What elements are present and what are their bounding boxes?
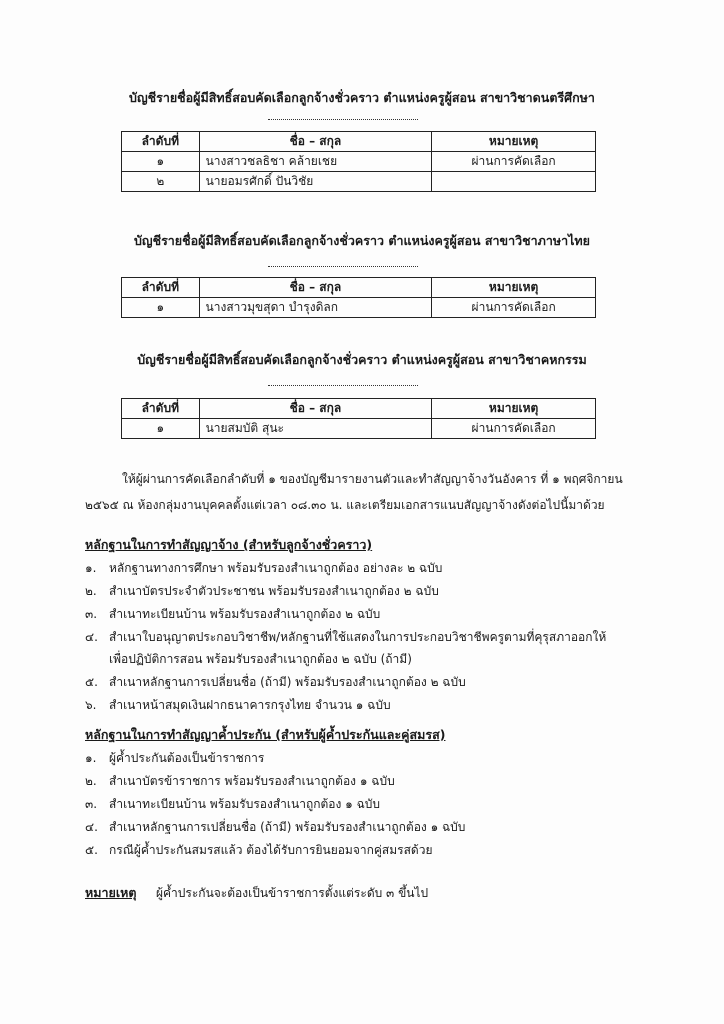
row-number: ๑ — [122, 419, 200, 439]
contract-docs-heading: หลักฐานในการทำสัญญาจ้าง (สำหรับลูกจ้างชั่วคราว) — [85, 537, 373, 552]
row-note: ผ่านการคัดเลือก — [432, 419, 596, 439]
list-item: ๓. สำเนาทะเบียนบ้าน พร้อมรับรองสำเนาถูกต้อง ๑ ฉบับ — [85, 797, 380, 811]
row-note: ผ่านการคัดเลือก — [432, 298, 596, 318]
table-header-row — [122, 132, 596, 152]
col-header-name: ชื่อ – สกุล — [199, 278, 432, 298]
section-title-music: บัญชีรายชื่อผู้มีสิทธิ์สอบคัดเลือกลูกจ้างชั่วคราว ตำแหน่งครูผู้สอน สาขาวิชาดนตรีศึกษา — [129, 90, 595, 105]
list-item-continuation: เพื่อปฏิบัติการสอน พร้อมรับรองสำเนาถูกต้อง ๒ ฉบับ (ถ้ามี) — [109, 652, 412, 666]
roster-table-music — [121, 131, 596, 192]
instruction-line-1: ให้ผู้ผ่านการคัดเลือกลำดับที่ ๑ ของบัญชีมารายงานตัวและทำสัญญาจ้างวันอังคาร ที่ ๑ พฤศจิกายน — [122, 472, 623, 486]
col-header-order: ลำดับที่ — [122, 278, 200, 298]
list-item: ๓. สำเนาทะเบียนบ้าน พร้อมรับรองสำเนาถูกต้อง ๒ ฉบับ — [85, 607, 381, 621]
list-item: ๕. กรณีผู้ค้ำประกันสมรสแล้ว ต้องได้รับการยินยอมจากคู่สมรสด้วย — [85, 843, 433, 857]
row-name: นางสาวมุขสุดา บำรุงดิลก — [199, 298, 432, 318]
row-number: ๑ — [122, 152, 200, 172]
list-item: ๔. สำเนาหลักฐานการเปลี่ยนชื่อ (ถ้ามี) พร้อมรับรองสำเนาถูกต้อง ๑ ฉบับ — [85, 820, 466, 834]
list-item: ๑. ผู้ค้ำประกันต้องเป็นข้าราชการ — [85, 751, 265, 765]
list-item: ๕. สำเนาหลักฐานการเปลี่ยนชื่อ (ถ้ามี) พร้อมรับรองสำเนาถูกต้อง ๒ ฉบับ — [85, 675, 466, 689]
col-header-order: ลำดับที่ — [122, 132, 200, 152]
dotted-separator — [268, 385, 418, 387]
table-row — [122, 298, 596, 318]
col-header-order: ลำดับที่ — [122, 399, 200, 419]
list-item: ๔. สำเนาใบอนุญาตประกอบวิชาชีพ/หลักฐานที่ใช้แสดงในการประกอบวิชาชีพครูตามที่คุรุสภาออกให้ — [85, 630, 607, 644]
col-header-note: หมายเหตุ — [432, 278, 596, 298]
row-note — [432, 172, 596, 192]
table-row — [122, 152, 596, 172]
dotted-separator — [268, 266, 418, 268]
col-header-name: ชื่อ – สกุล — [199, 399, 432, 419]
row-name: นายอมรศักดิ์ ปันวิชัย — [199, 172, 432, 192]
row-number: ๒ — [122, 172, 200, 192]
list-item: ๒. สำเนาบัตรข้าราชการ พร้อมรับรองสำเนาถูกต้อง ๑ ฉบับ — [85, 774, 395, 788]
roster-table-home-economics — [121, 398, 596, 439]
table-row — [122, 419, 596, 439]
row-number: ๑ — [122, 298, 200, 318]
remark-text: ผู้ค้ำประกันจะต้องเป็นข้าราชการตั้งแต่ระดับ ๓ ขึ้นไป — [156, 886, 429, 900]
section-title-thai: บัญชีรายชื่อผู้มีสิทธิ์สอบคัดเลือกลูกจ้างชั่วคราว ตำแหน่งครูผู้สอน สาขาวิชาภาษาไทย — [134, 233, 590, 248]
roster-table-thai — [121, 277, 596, 318]
list-item: ๑. หลักฐานทางการศึกษา พร้อมรับรองสำเนาถูกต้อง อย่างละ ๒ ฉบับ — [85, 561, 443, 575]
list-item: ๒. สำเนาบัตรประจำตัวประชาชน พร้อมรับรองสำเนาถูกต้อง ๒ ฉบับ — [85, 584, 439, 598]
remark-label: หมายเหตุ — [85, 885, 137, 900]
section-title-home-economics: บัญชีรายชื่อผู้มีสิทธิ์สอบคัดเลือกลูกจ้างชั่วคราว ตำแหน่งครูผู้สอน สาขาวิชาคหกรรม — [137, 352, 587, 367]
row-name: นายสมบัติ สุนะ — [199, 419, 432, 439]
row-note: ผ่านการคัดเลือก — [432, 152, 596, 172]
instruction-line-2: ๒๕๖๕ ณ ห้องกลุ่มงานบุคคลตั้งแต่เวลา ๐๘.๓๐ น. และเตรียมเอกสารแนบสัญญาจ้างดังต่อไปนี้มาด้วย — [85, 498, 605, 512]
guarantor-docs-heading: หลักฐานในการทำสัญญาค้ำประกัน (สำหรับผู้ค้ำประกันและคู่สมรส) — [85, 727, 446, 742]
list-item: ๖. สำเนาหน้าสมุดเงินฝากธนาคารกรุงไทย จำนวน ๑ ฉบับ — [85, 698, 391, 712]
table-row — [122, 172, 596, 192]
col-header-note: หมายเหตุ — [432, 132, 596, 152]
row-name: นางสาวชลธิชา คล้ายเชย — [199, 152, 432, 172]
table-header-row — [122, 399, 596, 419]
dotted-separator — [268, 119, 418, 121]
col-header-name: ชื่อ – สกุล — [199, 132, 432, 152]
col-header-note: หมายเหตุ — [432, 399, 596, 419]
table-header-row — [122, 278, 596, 298]
